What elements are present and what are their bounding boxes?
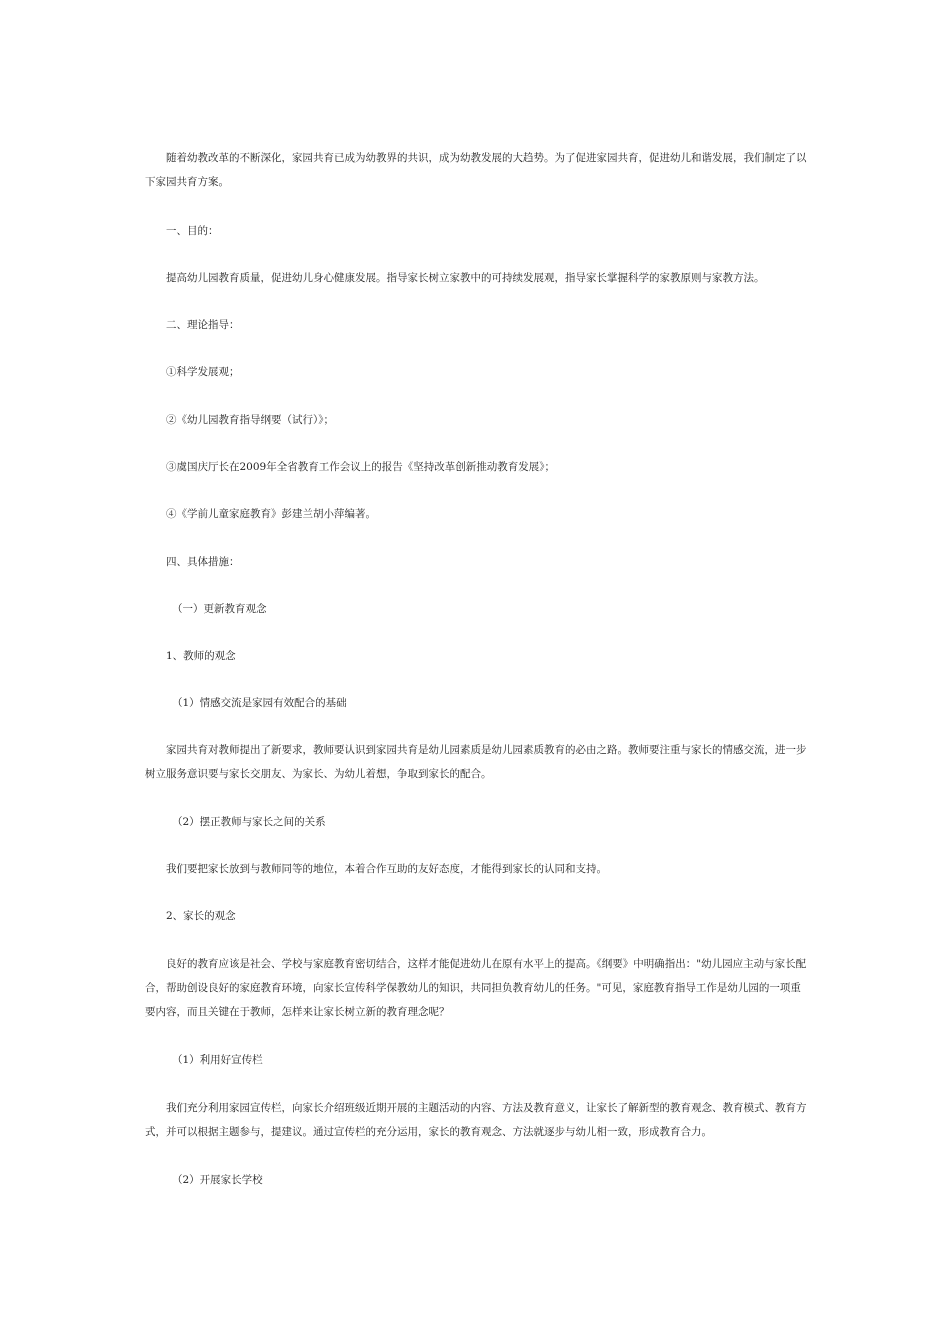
- intro-paragraph: 随着幼教改革的不断深化，家园共育已成为幼教界的共识，成为幼教发展的大趋势。为了促进家园共育，促进幼儿和谐发展，我们制定了以下家园共育方案。: [145, 152, 807, 188]
- theory-item-2: ②《幼儿园教育指导纲要（试行）》；: [166, 414, 334, 426]
- subheading-teacher-parent-relationship: （2）摆正教师与家长之间的关系: [172, 816, 326, 828]
- heading-theory: 二、理论指导：: [166, 319, 240, 331]
- relationship-paragraph: 我们要把家长放到与教师同等的地位，本着合作互助的友好态度，才能得到家长的认同和支持。: [166, 863, 607, 875]
- subheading-emotional-communication: （1）情感交流是家园有效配合的基础: [172, 697, 347, 709]
- subheading-teacher-concepts: 1、教师的观念: [166, 650, 236, 662]
- theory-item-1: ①科学发展观；: [166, 366, 240, 378]
- theory-item-3: ③虞国庆厅长在2009年全省教育工作会议上的报告《坚持改革创新推动教育发展》；: [166, 461, 555, 473]
- heading-purpose: 一、目的：: [166, 225, 219, 237]
- theory-item-4: ④《学前儿童家庭教育》彭建兰胡小萍编著。: [166, 508, 376, 520]
- subheading-bulletin-board: （1）利用好宣传栏: [172, 1054, 263, 1066]
- emotional-communication-paragraph: 家园共育对教师提出了新要求，教师要认识到家园共育是幼儿园素质是幼儿园素质教育的必由之路。教师要注重与家长的情感交流，进一步树立服务意识要与家长交朋友、为家长、为幼儿着想，争取到家长的配合。: [145, 744, 807, 780]
- parent-concepts-paragraph: 良好的教育应该是社会、学校与家庭教育密切结合，这样才能促进幼儿在原有水平上的提高。《纲要》中明确指出："幼儿园应主动与家长配合，帮助创设良好的家庭教育环境，向家长宣传科学保教幼儿的知识，共同担负教育幼儿的任务。"可见，家庭教育指导工作是幼儿园的一项重要内容，而且关键在于教师，怎样来让家长树立新的教育理念呢？: [145, 958, 807, 1018]
- purpose-paragraph: 提高幼儿园教育质量，促进幼儿身心健康发展。指导家长树立家教中的可持续发展观，指导家长掌握科学的家教原则与家教方法。: [166, 272, 765, 284]
- subheading-update-concepts: （一）更新教育观念: [172, 603, 267, 615]
- subheading-parent-school: （2）开展家长学校: [172, 1174, 263, 1186]
- subheading-parent-concepts: 2、家长的观念: [166, 910, 236, 922]
- heading-measures: 四、具体措施：: [166, 556, 240, 568]
- bulletin-board-paragraph: 我们充分利用家园宣传栏，向家长介绍班级近期开展的主题活动的内容、方法及教育意义，让家长了解新型的教育观念、教育模式、教育方式，并可以根据主题参与，提建议。通过宣传栏的充分运用，家长的教育观念、方法就逐步与幼儿相一致，形成教育合力。: [145, 1102, 807, 1138]
